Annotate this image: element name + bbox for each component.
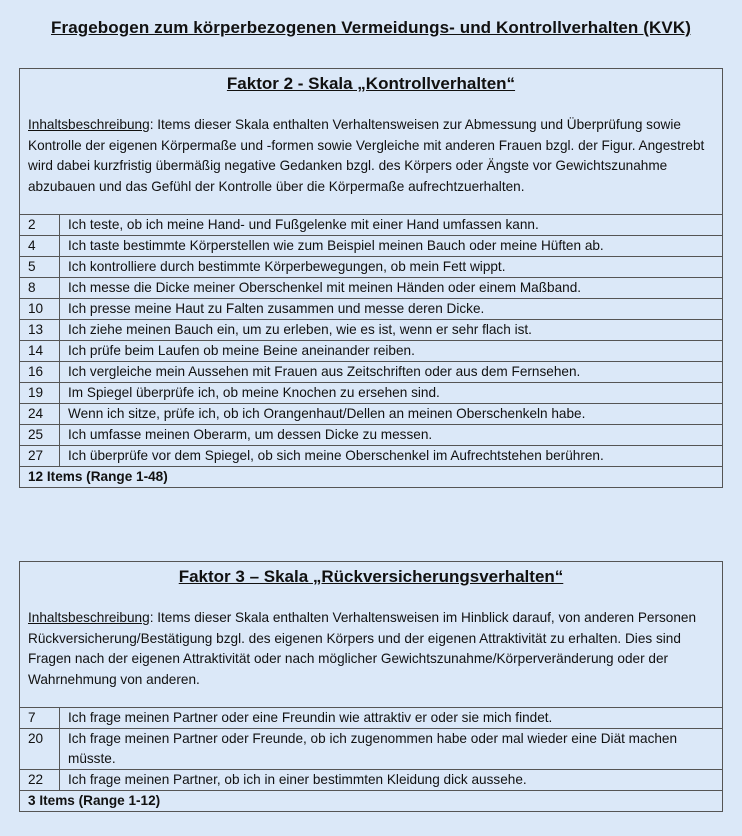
item-table [20,214,722,467]
table-row [20,236,722,257]
description-text: : Items dieser Skala enthalten Verhaltensweisen zur Abmessung und Überprüfung sowie Kontrolle der eigenen Körpermaße und -formen sowie Vergleiche mit anderen Frauen bzgl. der Figur. Angestrebt wird dabei kurzfristig übermäßig negative Gedanken bzgl. des Körpers oder Ängste vor Gewichtszunahme abzubauen und das Gefühl der Kontrolle über die Körpermaße aufrechtzuerhalten. [28,117,705,194]
items-summary: 3 Items (Range 1-12) [28,793,161,809]
table-row [20,425,722,446]
table-row [20,708,722,729]
item-number: 10 [20,299,60,319]
section-title: Faktor 3 – Skala „Rückversicherungsverhalten“ [178,567,564,586]
item-number: 24 [20,404,60,424]
item-number: 22 [20,770,60,790]
item-number: 7 [20,708,60,728]
item-number: 14 [20,341,60,361]
item-number: 16 [20,362,60,382]
item-text: Ich umfasse meinen Oberarm, um dessen Dicke zu messen. [68,427,433,443]
item-text: Ich teste, ob ich meine Hand- und Fußgelenke mit einer Hand umfassen kann. [68,217,539,233]
scale-kontrollverhalten-box [19,68,723,488]
section-description [28,608,714,707]
item-text: Ich messe die Dicke meiner Oberschenkel mit meinen Händen oder einem Maßband. [68,280,582,296]
description-label: Inhaltsbeschreibung [28,610,150,625]
item-number: 2 [20,215,60,235]
item-text: Wenn ich sitze, prüfe ich, ob ich Orangenhaut/Dellen an meinen Oberschenkeln habe. [68,406,586,422]
table-row [20,770,722,791]
item-number: 4 [20,236,60,256]
item-text: Ich frage meinen Partner, ob ich in einer bestimmten Kleidung dick aussehe. [68,772,527,788]
table-row [20,299,722,320]
description-label: Inhaltsbeschreibung [28,117,150,132]
table-row [20,257,722,278]
item-number: 13 [20,320,60,340]
section-description [28,115,714,214]
item-number: 27 [20,446,60,466]
section-header [20,69,722,214]
table-row [20,729,722,770]
item-text: Ich kontrolliere durch bestimmte Körperbewegungen, ob mein Fett wippt. [68,259,506,275]
item-text: Ich prüfe beim Laufen ob meine Beine aneinander reiben. [68,343,415,359]
section-header [20,562,722,707]
items-summary: 12 Items (Range 1-48) [28,469,168,485]
item-table [20,707,722,791]
scale-rueckversicherungsverhalten-box [19,561,723,812]
item-text: Ich frage meinen Partner oder Freunde, ob ich zugenommen habe oder mal wieder eine Diät machen müsste. [68,731,678,767]
item-text: Ich ziehe meinen Bauch ein, um zu erleben, wie es ist, wenn er sehr flach ist. [68,322,532,338]
item-text: Ich frage meinen Partner oder eine Freundin wie attraktiv er oder sie mich findet. [68,710,553,726]
description-text: : Items dieser Skala enthalten Verhaltensweisen im Hinblick darauf, von anderen Personen Rückversicherung/Bestätigung bzgl. des eigenen Körpers und der eigenen Attraktivität zu erhalten. Dies sind Fragen nach der eigenen Attraktivität oder nach möglicher Gewichtszunahme/Körperveränderung oder der Wahrnehmung von anderen. [28,610,697,687]
document-title: Fragebogen zum körperbezogenen Vermeidungs- und Kontrollverhalten (KVK) [51,18,691,37]
item-number: 8 [20,278,60,298]
item-number: 5 [20,257,60,277]
item-number: 19 [20,383,60,403]
item-text: Ich presse meine Haut zu Falten zusammen und messe deren Dicke. [68,301,485,317]
section-title: Faktor 2 - Skala „Kontrollverhalten“ [226,74,516,93]
table-row [20,404,722,425]
item-text: Ich überprüfe vor dem Spiegel, ob sich meine Oberschenkel im Aufrechtstehen berühren. [68,448,604,464]
item-text: Ich taste bestimmte Körperstellen wie zum Beispiel meinen Bauch oder meine Hüften ab. [68,238,604,254]
table-row [20,215,722,236]
table-row [20,446,722,467]
item-number: 25 [20,425,60,445]
table-row [20,320,722,341]
item-number: 20 [20,729,60,769]
table-row [20,341,722,362]
item-text: Im Spiegel überprüfe ich, ob meine Knochen zu ersehen sind. [68,385,440,401]
table-row [20,278,722,299]
table-row [20,383,722,404]
item-text: Ich vergleiche mein Aussehen mit Frauen aus Zeitschriften oder aus dem Fernsehen. [68,364,581,380]
table-row [20,362,722,383]
